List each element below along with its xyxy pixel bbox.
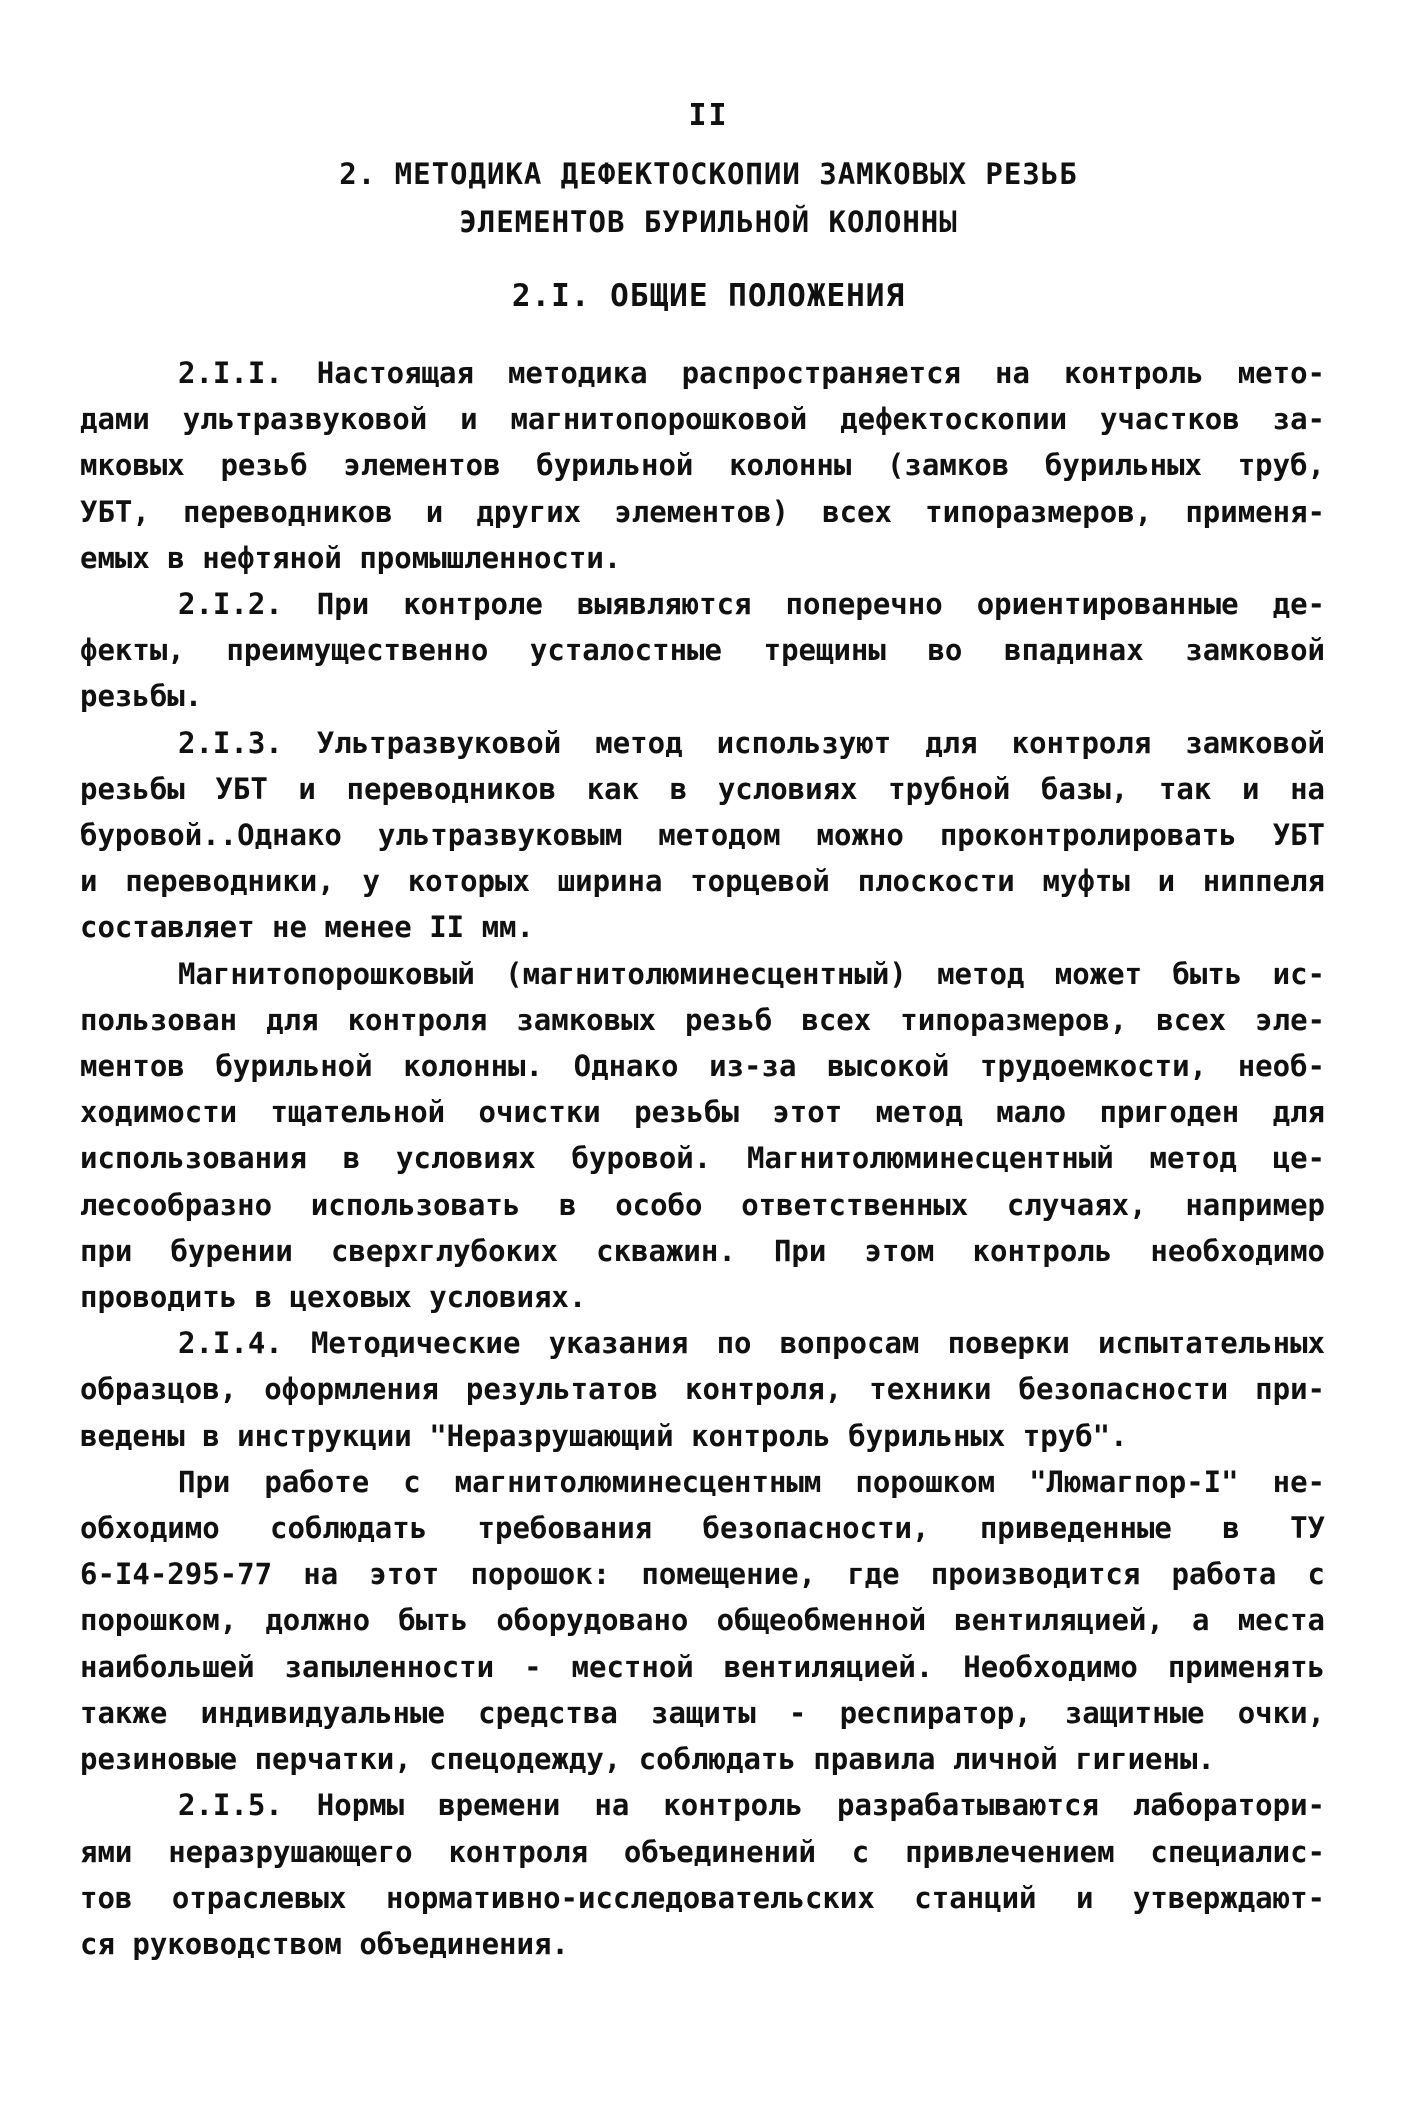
section-title-line-1: 2. МЕТОДИКА ДЕФЕКТОСКОПИИ ЗАМКОВЫХ РЕЗЬБ: [339, 157, 1078, 191]
paragraph-line: ведены в инструкции "Неразрушающий контроль бурильных труб".: [80, 1418, 1128, 1453]
paragraph-line: фекты, преимущественно усталостные трещины во впадинах замковой: [80, 633, 1325, 668]
paragraph: [80, 951, 1325, 1321]
paragraph-line: составляет не менее II мм.: [80, 910, 534, 945]
paragraph-line: 2.I.I. Настоящая методика распространяется на контроль мето-: [178, 356, 1325, 390]
paragraph-line: обходимо соблюдать требования безопасности, приведенные в ТУ: [80, 1511, 1325, 1546]
paragraph: [80, 1459, 1325, 1782]
paragraph-line: также индивидуальные средства защиты - респиратор, защитные очки,: [80, 1695, 1325, 1730]
paragraph-line: мковых резьб элементов бурильной колонны (замков бурильных труб,: [80, 448, 1325, 483]
paragraph-line: проводить в цеховых условиях.: [80, 1280, 587, 1315]
subsection-title: 2.I. ОБЩИЕ ПОЛОЖЕНИЯ: [511, 278, 906, 314]
paragraph-line: использования в условиях буровой. Магнитолюминесцентный метод це-: [80, 1141, 1325, 1176]
paragraph-line: 2.I.2. При контроле выявляются поперечно ориентированные де-: [178, 587, 1325, 622]
paragraph-line: 2.I.3. Ультразвуковой метод используют для контроля замковой: [178, 725, 1325, 760]
paragraph-line: резьбы.: [80, 679, 203, 714]
paragraph-line: ментов бурильной колонны. Однако из-за высокой трудоемкости, необ-: [80, 1049, 1325, 1084]
section-title: [0, 150, 1417, 246]
paragraph-line: 2.I.5. Нормы времени на контроль разрабатываются лаборатори-: [178, 1788, 1325, 1823]
body-text: [80, 350, 1325, 1967]
paragraph: [80, 350, 1325, 581]
paragraph-line: образцов, оформления результатов контроля, техники безопасности при-: [80, 1372, 1325, 1407]
paragraph-line: тов отраслевых нормативно-исследовательских станций и утверждают-: [80, 1880, 1325, 1915]
paragraph: [80, 720, 1325, 951]
paragraph-line: и переводники, у которых ширина торцевой плоскости муфты и ниппеля: [80, 864, 1325, 899]
paragraph-line: резьбы УБТ и переводников как в условиях трубной базы, так и на: [80, 771, 1325, 806]
paragraph-line: дами ультразвуковой и магнитопорошковой дефектоскопии участков за-: [80, 402, 1325, 437]
paragraph-line: при бурении сверхглубоких скважин. При этом контроль необходимо: [80, 1233, 1325, 1268]
paragraph-line: ями неразрушающего контроля объединений с привлечением специалис-: [80, 1834, 1325, 1869]
paragraph-line: ходимости тщательной очистки резьбы этот метод мало пригоден для: [80, 1095, 1325, 1130]
paragraph: [80, 581, 1325, 720]
paragraph-line: лесообразно использовать в особо ответственных случаях, например: [80, 1187, 1325, 1222]
section-title-line-2: ЭЛЕМЕНТОВ БУРИЛЬНОЙ КОЛОННЫ: [459, 205, 958, 239]
paragraph-line: При работе с магнитолюминесцентным порошком "Люмагпор-I" не-: [178, 1464, 1325, 1499]
paragraph-line: пользован для контроля замковых резьб всех типоразмеров, всех эле-: [80, 1002, 1325, 1037]
paragraph-line: порошком, должно быть оборудовано общеобменной вентиляцией, а места: [80, 1603, 1325, 1638]
paragraph-line: 6-I4-295-77 на этот порошок: помещение, где производится работа с: [80, 1557, 1325, 1592]
paragraph-line: УБТ, переводников и других элементов) всех типоразмеров, применя-: [80, 494, 1325, 529]
paragraph-line: емых в нефтяной промышленности.: [80, 540, 622, 575]
page-number: II: [688, 98, 729, 133]
paragraph-line: Магнитопорошковый (магнитолюминесцентный) метод может быть ис-: [178, 956, 1325, 991]
paragraph: [80, 1320, 1325, 1459]
paragraph-line: резиновые перчатки, спецодежду, соблюдать правила личной гигиены.: [80, 1742, 1215, 1777]
paragraph-line: наибольшей запыленности - местной вентиляцией. Необходимо применять: [80, 1649, 1325, 1684]
paragraph-line: 2.I.4. Методические указания по вопросам поверки испытательных: [178, 1326, 1325, 1361]
paragraph: [80, 1782, 1325, 1967]
paragraph-line: буровой..Однако ультразвуковым методом можно проконтролировать УБТ: [80, 818, 1325, 853]
paragraph-line: ся руководством объединения.: [80, 1926, 569, 1961]
